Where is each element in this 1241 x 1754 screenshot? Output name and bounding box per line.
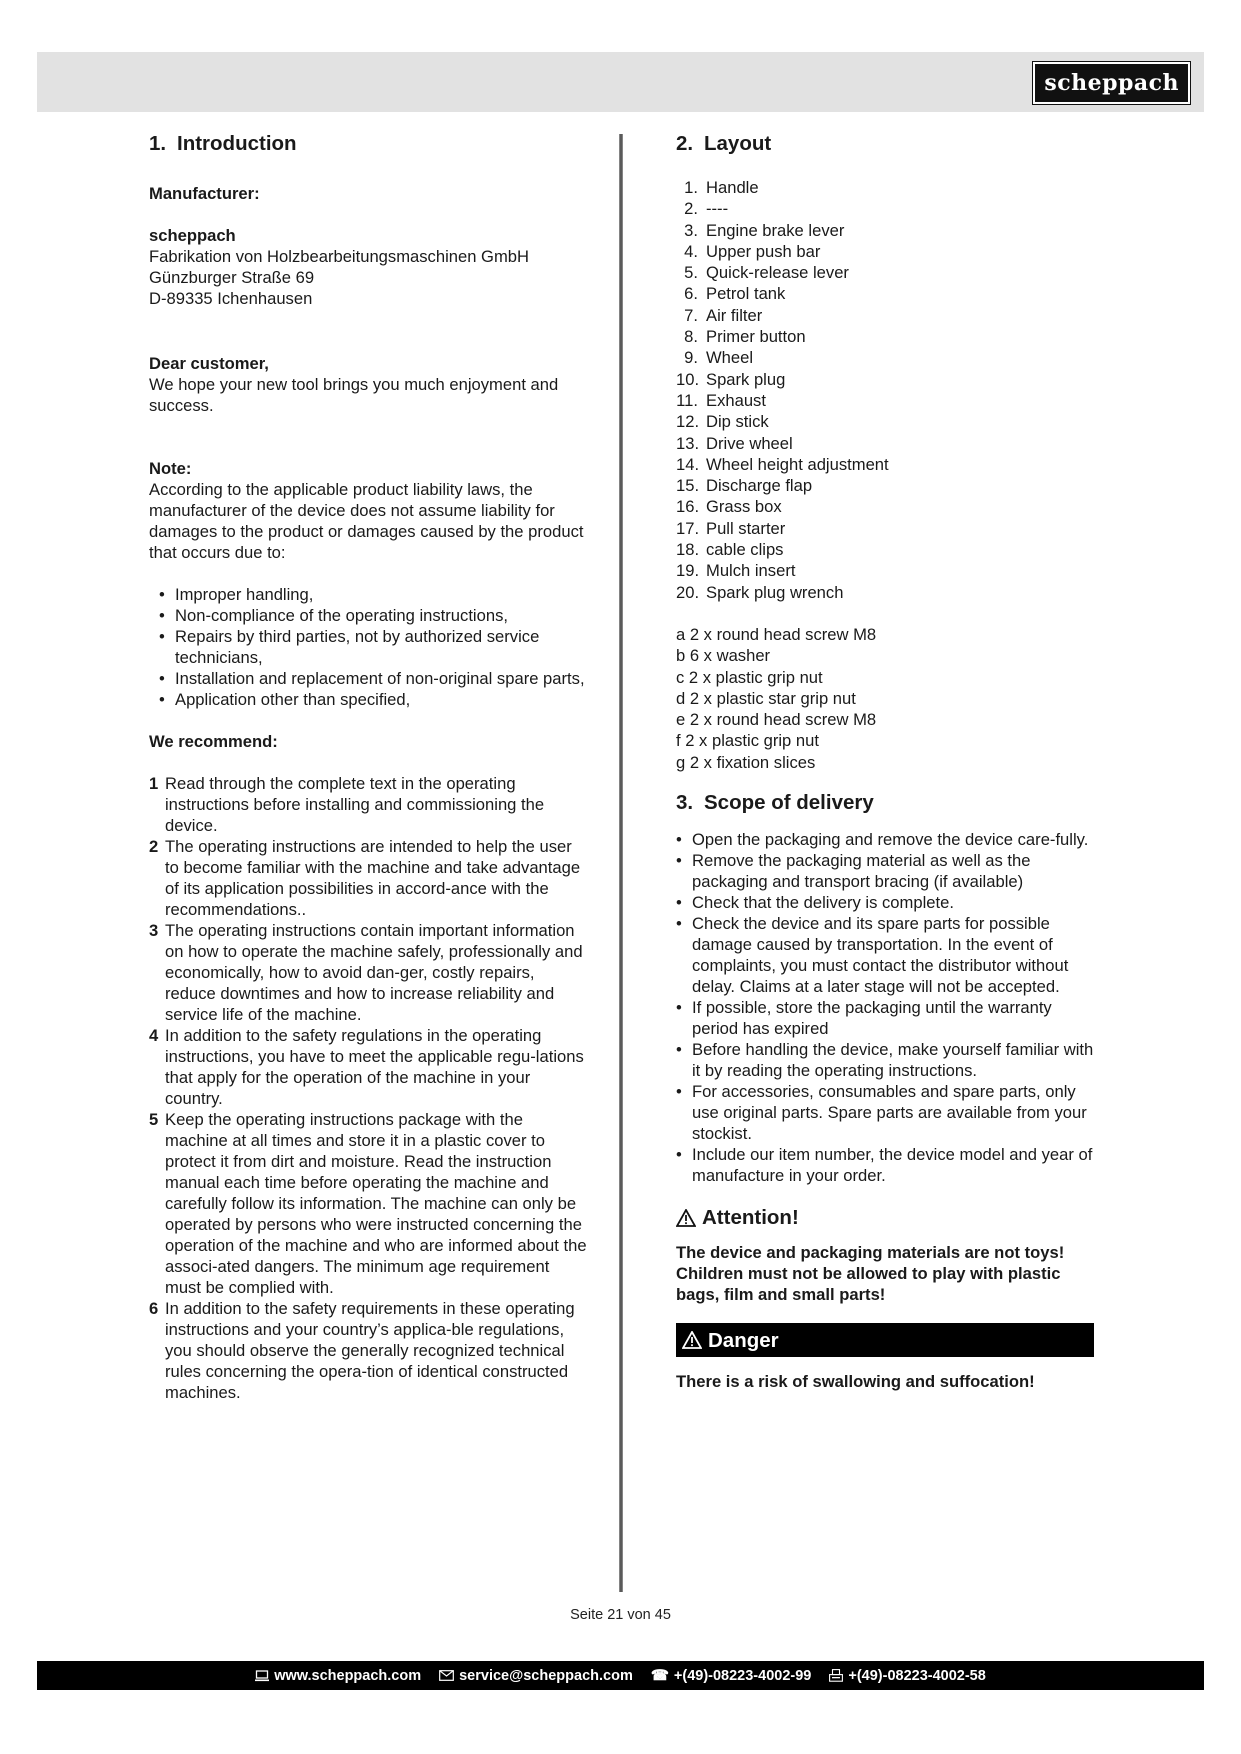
address-line: D-89335 Ichenhausen (149, 289, 313, 308)
note-label: Note: (149, 459, 192, 478)
list-item: 7. Air filter (684, 305, 763, 325)
footer-email[interactable]: service@scheppach.com (439, 1668, 633, 1684)
liability-list (149, 584, 589, 710)
list-item: 20. Spark plug wrench (676, 582, 844, 602)
envelope-icon (439, 1670, 454, 1681)
list-item: • Remove the packaging material as well as the packaging and transport bracing (if available) (676, 850, 1096, 892)
list-item: 19. Mulch insert (676, 561, 796, 581)
recommend-list (149, 773, 589, 1403)
list-item: • Improper handling, (149, 584, 589, 605)
list-item: • Installation and replacement of non-original spare parts, (149, 668, 589, 689)
list-item: • If possible, store the packaging until the warranty period has expired (676, 997, 1096, 1039)
list-item: g 2 x fixation slices (676, 752, 816, 772)
list-item: 17. Pull starter (676, 518, 786, 538)
list-item: 2. ---- (684, 199, 729, 219)
computer-icon (255, 1670, 269, 1682)
list-item: • Include our item number, the device model and year of manufacture in your order. (676, 1144, 1096, 1186)
list-item: 9. Wheel (684, 348, 754, 368)
list-item: 1. Handle (684, 178, 759, 197)
list-item: 6 In addition to the safety requirements in these operating instructions and your country’s applica-ble regulations, you should observe the generally recognized technical rules concerning the opera-tion of identical constructed machines. (149, 1299, 575, 1402)
delivery-steps-list (676, 829, 1096, 1186)
delivery-parts-list (676, 624, 1096, 773)
list-item: f 2 x plastic grip nut (676, 731, 819, 751)
footer-phone[interactable]: ☎ +(49)-08223-4002-99 (650, 1667, 812, 1684)
list-item: • Non-compliance of the operating instructions, (149, 605, 589, 626)
list-item: 5. Quick-release lever (684, 263, 849, 283)
list-item: • Check the device and its spare parts for possible damage caused by transportation. In the event of complaints, you must contact the distributor without delay. Claims at a later stage will not be accepted. (676, 913, 1096, 997)
fax-icon (829, 1669, 843, 1682)
section-heading-scope-of-delivery: 3. Scope of delivery (676, 791, 874, 815)
footer-website[interactable]: www.scheppach.com (255, 1668, 421, 1684)
dear-customer-label: Dear customer, (149, 354, 269, 373)
section-heading-introduction: 1. Introduction (149, 132, 297, 155)
left-column (149, 132, 589, 1403)
list-item: • Repairs by third parties, not by authorized service technicians, (149, 626, 589, 668)
footer-fax[interactable]: +(49)-08223-4002-58 (829, 1668, 985, 1684)
list-item: 10. Spark plug (676, 369, 786, 389)
recommend-label: We recommend: (149, 732, 278, 751)
warning-triangle-icon (682, 1331, 702, 1349)
address-line: Fabrikation von Holzbearbeitungsmaschinen GmbH (149, 247, 530, 266)
list-item: 4. Upper push bar (684, 241, 821, 261)
list-item: 3 The operating instructions contain important information on how to operate the machine safely, professionally and economically, how to avoid dan-ger, costly repairs, reduce downtimes and how to increase reliability and service life of the machine. (149, 921, 583, 1024)
danger-banner: Danger (676, 1323, 1094, 1357)
list-item: 13. Drive wheel (676, 433, 793, 453)
page-header (37, 52, 1204, 112)
layout-parts-list (676, 177, 1096, 603)
attention-heading: Attention! (676, 1207, 1096, 1228)
page-footer (37, 1661, 1204, 1690)
warning-triangle-icon (676, 1209, 696, 1227)
note-text: According to the applicable product liability laws, the manufacturer of the device does not assume liability for damages to the product or damages caused by the product that occurs due to: (149, 480, 584, 562)
list-item: 2 The operating instructions are intended to help the user to become familiar with the machine and take advantage of its application possibilities in accord-ance with the recommendations.. (149, 837, 581, 919)
list-item: b 6 x washer (676, 646, 771, 666)
right-column (676, 132, 1096, 1392)
list-item: • Open the packaging and remove the device care-fully. (676, 829, 1096, 850)
danger-text: There is a risk of swallowing and suffocation! (676, 1372, 1035, 1392)
page-number: Seite 21 von 45 (570, 1607, 671, 1623)
list-item: 16. Grass box (676, 497, 782, 517)
list-item: 8. Primer button (684, 327, 806, 347)
list-item: 5 Keep the operating instructions package with the machine at all times and store it in a plastic cover to protect it from dirt and moisture. Read the instruction manual each time before operating the machine and carefully follow its information. The machine can only be operated by persons who were instructed concerning the operation of the machine and who are informed about the associ-ated dangers. The minimum age requirement must be complied with. (149, 1110, 587, 1297)
list-item: • Application other than specified, (149, 689, 589, 710)
dear-customer-text: We hope your new tool brings you much enjoyment and success. (149, 375, 559, 415)
section-heading-layout: 2. Layout (676, 132, 772, 155)
list-item: a 2 x round head screw M8 (676, 624, 877, 644)
list-item: 15. Discharge flap (676, 476, 813, 496)
brand-logo: scheppach (1033, 62, 1190, 104)
list-item: 6. Petrol tank (684, 284, 786, 304)
list-item: 4 In addition to the safety regulations in the operating instructions, you have to meet the applicable regu-lations that apply for the operation of the machine in your country. (149, 1026, 584, 1108)
address-line: Günzburger Straße 69 (149, 268, 315, 287)
list-item: c 2 x plastic grip nut (676, 667, 823, 687)
attention-text: The device and packaging materials are not toys! Children must not be allowed to play with plastic bags, film and small parts! (676, 1243, 1065, 1305)
column-divider (619, 134, 623, 1592)
list-item: 12. Dip stick (676, 412, 769, 432)
list-item: • Before handling the device, make yourself familiar with it by reading the operating instructions. (676, 1039, 1096, 1081)
list-item: • For accessories, consumables and spare parts, only use original parts. Spare parts are available from your stockist. (676, 1081, 1096, 1144)
company-name: scheppach (149, 226, 236, 245)
list-item: • Check that the delivery is complete. (676, 892, 1096, 913)
list-item: e 2 x round head screw M8 (676, 710, 877, 730)
list-item: 1 Read through the complete text in the operating instructions before installing and commissioning the device. (149, 774, 545, 835)
list-item: 11. Exhaust (676, 390, 766, 410)
list-item: 14. Wheel height adjustment (676, 454, 889, 474)
manufacturer-label: Manufacturer: (149, 184, 260, 203)
list-item: 18. cable clips (676, 540, 784, 560)
phone-icon: ☎ (650, 1667, 669, 1684)
list-item: d 2 x plastic star grip nut (676, 688, 856, 708)
list-item: 3. Engine brake lever (684, 220, 845, 240)
